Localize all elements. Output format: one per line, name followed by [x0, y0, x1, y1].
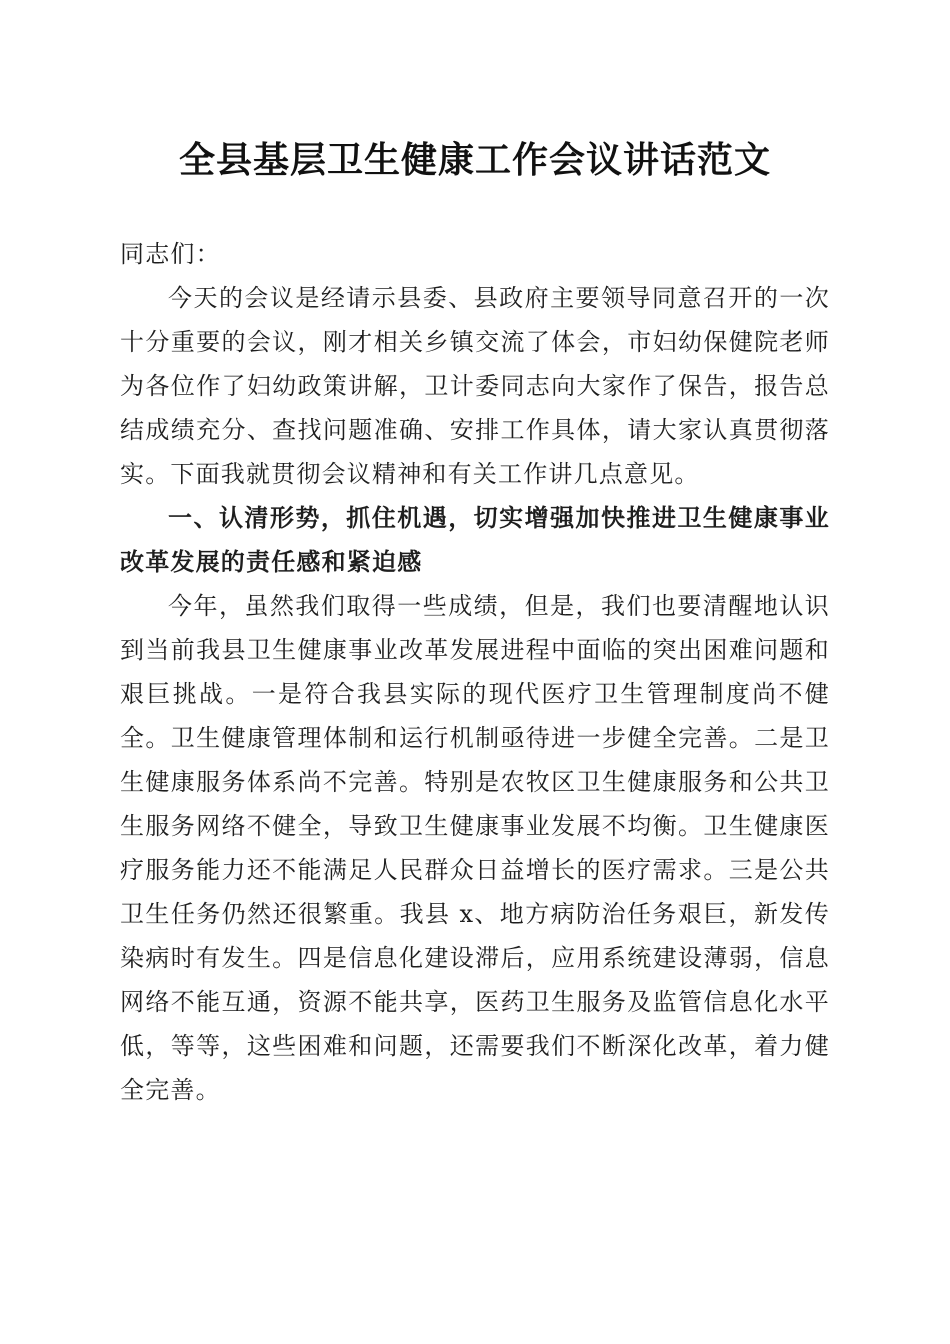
document-title: 全县基层卫生健康工作会议讲话范文: [178, 139, 771, 181]
salutation: 同志们：: [120, 240, 221, 268]
section-heading: 一、认清形势，抓住机遇，切实增强加快推进卫生健康事业改革发展的责任感和紧迫感: [120, 504, 830, 576]
section-body-paragraph: 今年，虽然我们取得一些成绩，但是，我们也要清醒地认识到当前我县卫生健康事业改革发展进程中面临的突出困难问题和艰巨挑战。一是符合我县实际的现代医疗卫生管理制度尚不健全。卫生健康管理体制和运行机制亟待进一步健全完善。二是卫生健康服务体系尚不完善。特别是农牧区卫生健康服务和公共卫生服务网络不健全，导致卫生健康事业发展不均衡。卫生健康医疗服务能力还不能满足人民群众日益增长的医疗需求。三是公共卫生任务仍然还很繁重。我县 x、地方病防治任务艰巨，新发传染病时有发生。四是信息化建设滞后，应用系统建设薄弱，信息网络不能互通，资源不能共享，医药卫生服务及监管信息化水平低，等等，这些困难和问题，还需要我们不断深化改革，着力健全完善。: [120, 592, 830, 1104]
intro-paragraph: 今天的会议是经请示县委、县政府主要领导同意召开的一次十分重要的会议，刚才相关乡镇交流了体会，市妇幼保健院老师为各位作了妇幼政策讲解，卫计委同志向大家作了保告，报告总结成绩充分、查找问题准确、安排工作具体，请大家认真贯彻落实。下面我就贯彻会议精神和有关工作讲几点意见。: [120, 284, 830, 488]
document-body: [120, 232, 830, 1112]
